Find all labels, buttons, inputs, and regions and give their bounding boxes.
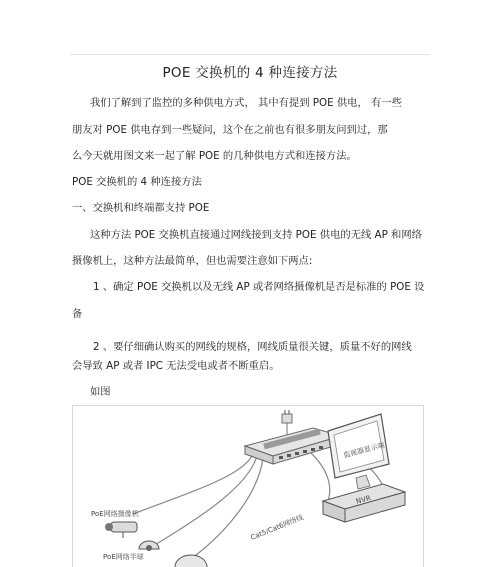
paragraph-line: 么今天就用图文来一起了解 POE 的几种供电方式和连接方法。	[72, 150, 357, 162]
paragraph-line: 这种方法 POE 交换机直接通过网线接到支持 POE 供电的无线 AP 和网络	[90, 229, 422, 241]
figure-caption: 如图	[90, 386, 111, 398]
cable-label: Cat5/Cat6网络线	[249, 513, 305, 542]
paragraph-line: 我们了解到了监控的多种供电方式， 其中有提到 POE 供电， 有一些	[90, 97, 402, 109]
list-item: 2 、要仔细确认购买的网线的规格，网线质量很关键，质量不好的网线	[93, 341, 412, 353]
paragraph-line: 摄像机上，这种方法最简单，但也需要注意如下两点:	[72, 255, 313, 267]
camera-label: PoE网络摄像机	[91, 510, 139, 518]
paragraph-line: 备	[72, 308, 83, 320]
section-heading: POE 交换机的 4 种连接方法	[72, 176, 202, 188]
poe-switch-device	[245, 428, 341, 464]
poe-dome-camera-device	[103, 541, 159, 561]
header-divider	[70, 54, 430, 55]
nvr-label: NVR	[355, 494, 372, 506]
document-title: POE 交换机的 4 种连接方法	[162, 65, 338, 81]
list-item: 1 、确定 POE 交换机以及无线 AP 或者网络摄像机是否是标准的 POE 设	[93, 281, 425, 293]
poe-camera-device	[91, 509, 139, 538]
bottom-device	[175, 555, 207, 567]
power-plug-icon	[282, 410, 292, 423]
paragraph-line: 会导致 AP 或者 IPC 无法受电或者不断重启。	[72, 360, 280, 372]
paragraph-line: 朋友对 POE 供电存到一些疑问，这个在之前也有很多朋友问到过，那	[72, 124, 388, 136]
monitor-device	[328, 414, 389, 489]
nvr-device	[323, 484, 405, 522]
subsection-heading: 一、交换机和终端都支持 POE	[72, 202, 210, 214]
dome-camera-label: PoE网络半球	[103, 553, 144, 561]
monitor-label: 监视器显示端	[342, 441, 386, 460]
network-diagram-figure	[72, 405, 424, 567]
